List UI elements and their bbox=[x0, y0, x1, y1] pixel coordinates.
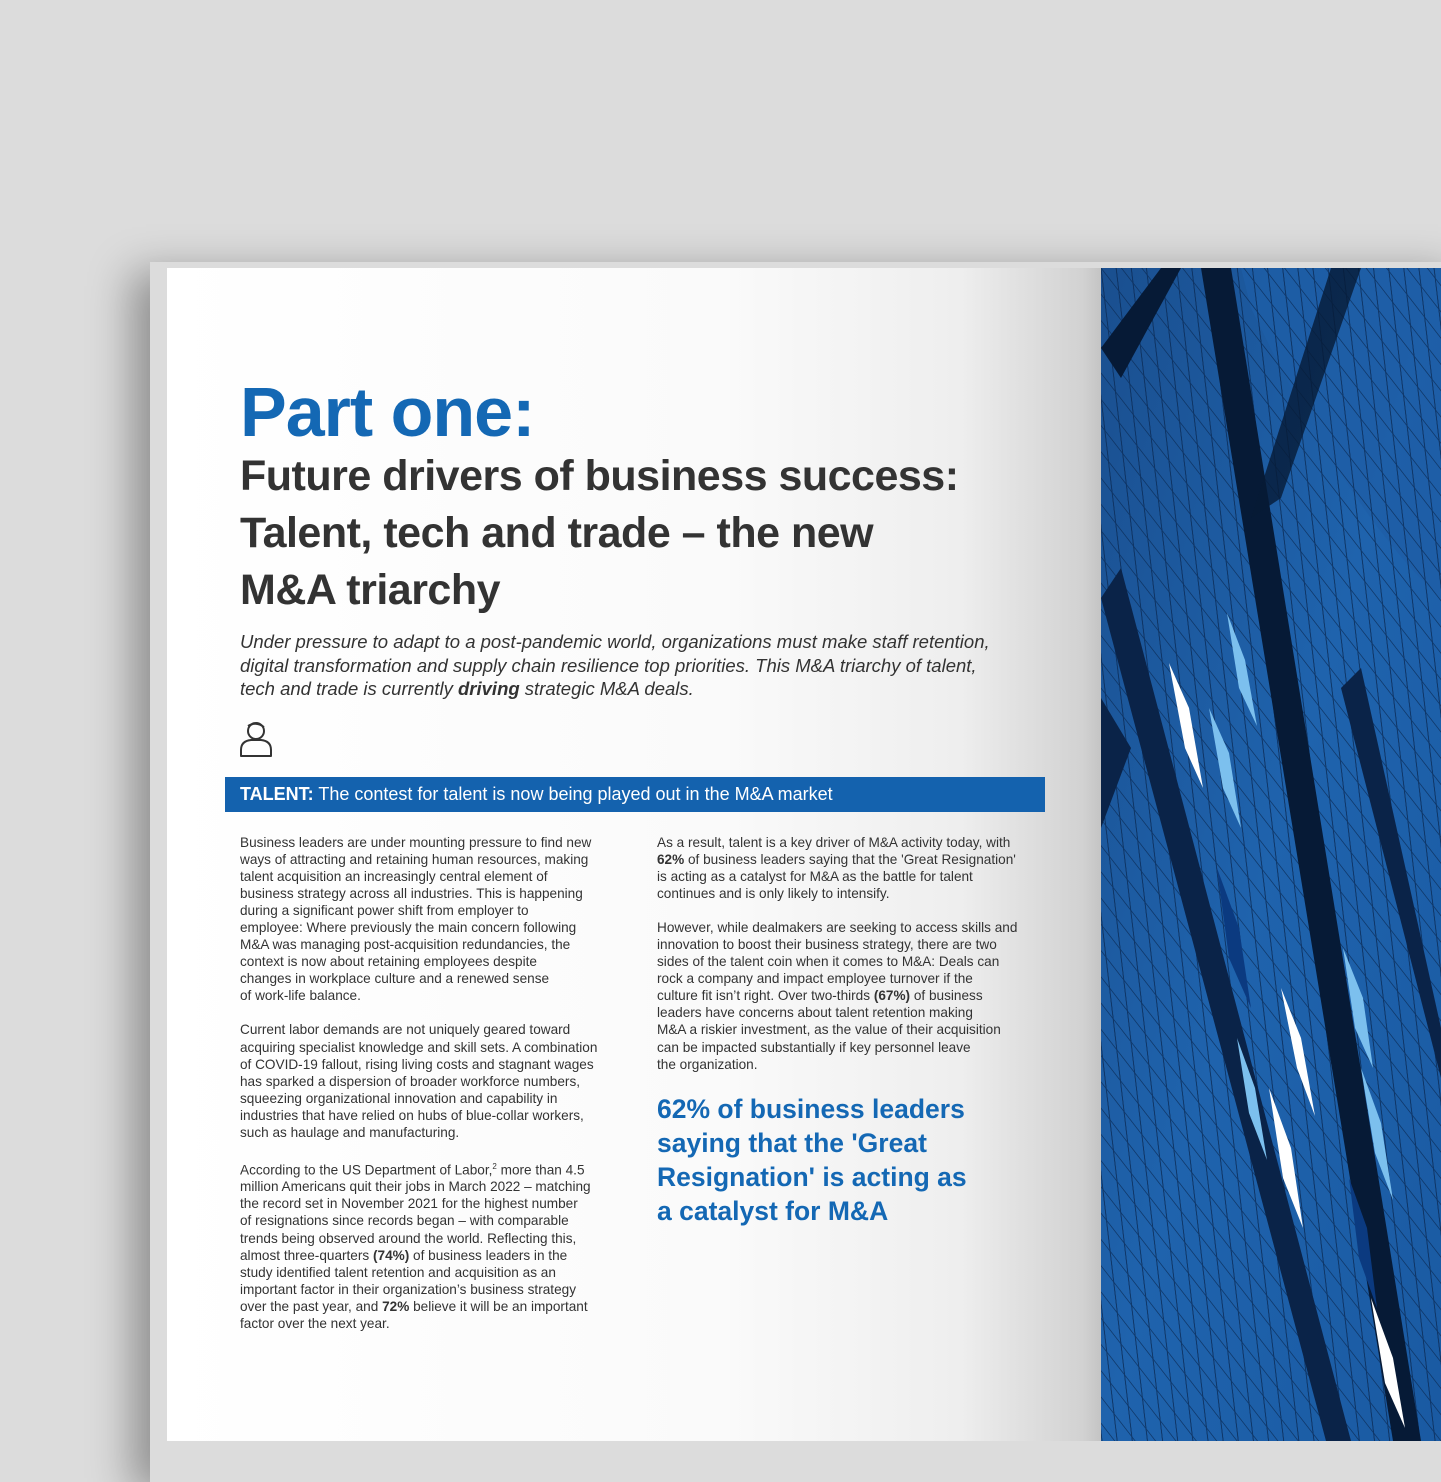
right-column bbox=[657, 834, 1037, 1090]
text-line bbox=[240, 1247, 626, 1264]
text-line bbox=[657, 987, 1037, 1004]
bold-stat: 72% bbox=[382, 1298, 410, 1314]
text-line: study identified talent retention and acquisition as an bbox=[240, 1264, 556, 1280]
text-line: rock a company and impact employee turnover if the bbox=[657, 971, 973, 987]
text-line: of work-life balance. bbox=[240, 988, 361, 1004]
text-line: of resignations since records began – with comparable bbox=[240, 1213, 569, 1229]
text-line: As a result, talent is a key driver of M&A activity today, with bbox=[657, 835, 1011, 850]
bold-stat: (74%) bbox=[372, 1247, 410, 1263]
pull-quote-line: saying that the 'Great bbox=[657, 1128, 927, 1158]
intro-bold-text: driving bbox=[458, 678, 520, 699]
text-line: changes in workplace culture and a renewed sense bbox=[240, 971, 550, 987]
intro-line bbox=[240, 677, 1060, 701]
intro-text: tech and trade is currently bbox=[240, 678, 458, 699]
text-line: important factor in their organization’s business strategy bbox=[240, 1281, 576, 1297]
text-line: during a significant power shift from employer to bbox=[240, 903, 529, 919]
subtitle-line: M&A triarchy bbox=[240, 566, 501, 614]
intro-line: Under pressure to adapt to a post-pandemic world, organizations must make staff retention, bbox=[240, 631, 990, 652]
text-run: believe it will be an important bbox=[409, 1298, 588, 1314]
paragraph bbox=[240, 1021, 626, 1140]
text-line: the organization. bbox=[657, 1056, 758, 1072]
text-run: almost three-quarters bbox=[240, 1247, 373, 1263]
text-line: sides of the talent coin when it comes to M&A: Deals can bbox=[657, 954, 1000, 970]
text-line: context is now about retaining employees despite bbox=[240, 954, 537, 970]
text-run: of business leaders in the bbox=[409, 1247, 568, 1263]
text-line: M&A a riskier investment, as the value of their acquisition bbox=[657, 1022, 1001, 1038]
text-line: Current labor demands are not uniquely geared toward bbox=[240, 1022, 571, 1038]
paragraph bbox=[240, 1158, 626, 1332]
text-line: innovation to boost their business strategy, there are two bbox=[657, 937, 997, 953]
paragraph bbox=[657, 834, 1037, 902]
text-run: of business leaders saying that the 'Great Resignation' bbox=[684, 852, 1016, 868]
text-line: acquiring specialist knowledge and skill sets. A combination bbox=[240, 1039, 598, 1055]
text-run: of business bbox=[910, 988, 983, 1004]
text-line: million Americans quit their jobs in March 2022 – matching bbox=[240, 1179, 591, 1195]
text-line: talent acquisition an increasingly central element of bbox=[240, 869, 548, 885]
text-line: trends being observed around the world. Reflecting this, bbox=[240, 1230, 577, 1246]
text-run: According to the US Department of Labor, bbox=[240, 1162, 493, 1178]
text-line: of COVID-19 fallout, rising living costs and stagnant wages bbox=[240, 1056, 594, 1072]
banner-text: The contest for talent is now being played out in the M&A market bbox=[313, 784, 833, 804]
text-line: Business leaders are under mounting pressure to find new bbox=[240, 835, 592, 850]
part-heading: Part one: bbox=[240, 373, 535, 451]
left-column bbox=[240, 834, 626, 1349]
subtitle-line: Talent, tech and trade – the new bbox=[240, 509, 874, 557]
intro-paragraph bbox=[240, 630, 1060, 701]
text-run: more than 4.5 bbox=[496, 1162, 585, 1178]
building-facade-image bbox=[1101, 268, 1441, 1441]
pull-quote bbox=[657, 1092, 987, 1228]
subtitle-line: Future drivers of business success: bbox=[240, 452, 959, 500]
text-line: such as haulage and manufacturing. bbox=[240, 1124, 460, 1140]
footnote-ref: 2 bbox=[492, 1161, 497, 1171]
text-line: employee: Where previously the main concern following bbox=[240, 920, 577, 936]
text-line: business strategy across all industries. This is happening bbox=[240, 886, 583, 902]
text-line bbox=[240, 1298, 626, 1315]
text-run: culture fit isn’t right. Over two-thirds bbox=[657, 988, 874, 1004]
text-line: can be impacted substantially if key personnel leave bbox=[657, 1039, 971, 1055]
text-line: ways of attracting and retaining human resources, making bbox=[240, 852, 589, 868]
text-line bbox=[657, 851, 1037, 868]
text-line: factor over the next year. bbox=[240, 1315, 390, 1331]
pull-quote-line: 62% of business leaders bbox=[657, 1094, 965, 1124]
person-icon bbox=[239, 720, 273, 758]
document-page bbox=[167, 268, 1101, 1441]
text-line: leaders have concerns about talent retention making bbox=[657, 1005, 973, 1021]
pull-quote-line: a catalyst for M&A bbox=[657, 1196, 889, 1226]
page-subtitle bbox=[240, 448, 1040, 619]
text-run: over the past year, and bbox=[240, 1298, 383, 1314]
text-line: industries that have relied on hubs of blue-collar workers, bbox=[240, 1107, 584, 1123]
banner-label: TALENT: bbox=[240, 784, 314, 804]
pull-quote-line: Resignation' is acting as bbox=[657, 1162, 967, 1192]
text-line: continues and is only likely to intensify. bbox=[657, 886, 890, 902]
paragraph bbox=[240, 834, 626, 1004]
text-line bbox=[240, 1158, 626, 1179]
text-line: However, while dealmakers are seeking to access skills and bbox=[657, 920, 1018, 936]
building-facade-graphic bbox=[1101, 268, 1441, 1441]
text-line: has sparked a dispersion of broader workforce numbers, bbox=[240, 1073, 581, 1089]
intro-line: digital transformation and supply chain resilience top priorities. This M&A triarchy of talent, bbox=[240, 654, 977, 676]
bold-stat: (67%) bbox=[873, 988, 911, 1004]
section-banner-talent bbox=[225, 777, 1045, 812]
text-line: squeezing organizational innovation and capability in bbox=[240, 1090, 558, 1106]
paragraph bbox=[657, 919, 1037, 1072]
text-line: the record set in November 2021 for the highest number bbox=[240, 1196, 578, 1212]
intro-text: strategic M&A deals. bbox=[519, 678, 694, 699]
text-line: is acting as a catalyst for M&A as the battle for talent bbox=[657, 869, 973, 885]
text-line: M&A was managing post-acquisition redundancies, the bbox=[240, 937, 571, 953]
bold-stat: 62% bbox=[657, 852, 685, 868]
